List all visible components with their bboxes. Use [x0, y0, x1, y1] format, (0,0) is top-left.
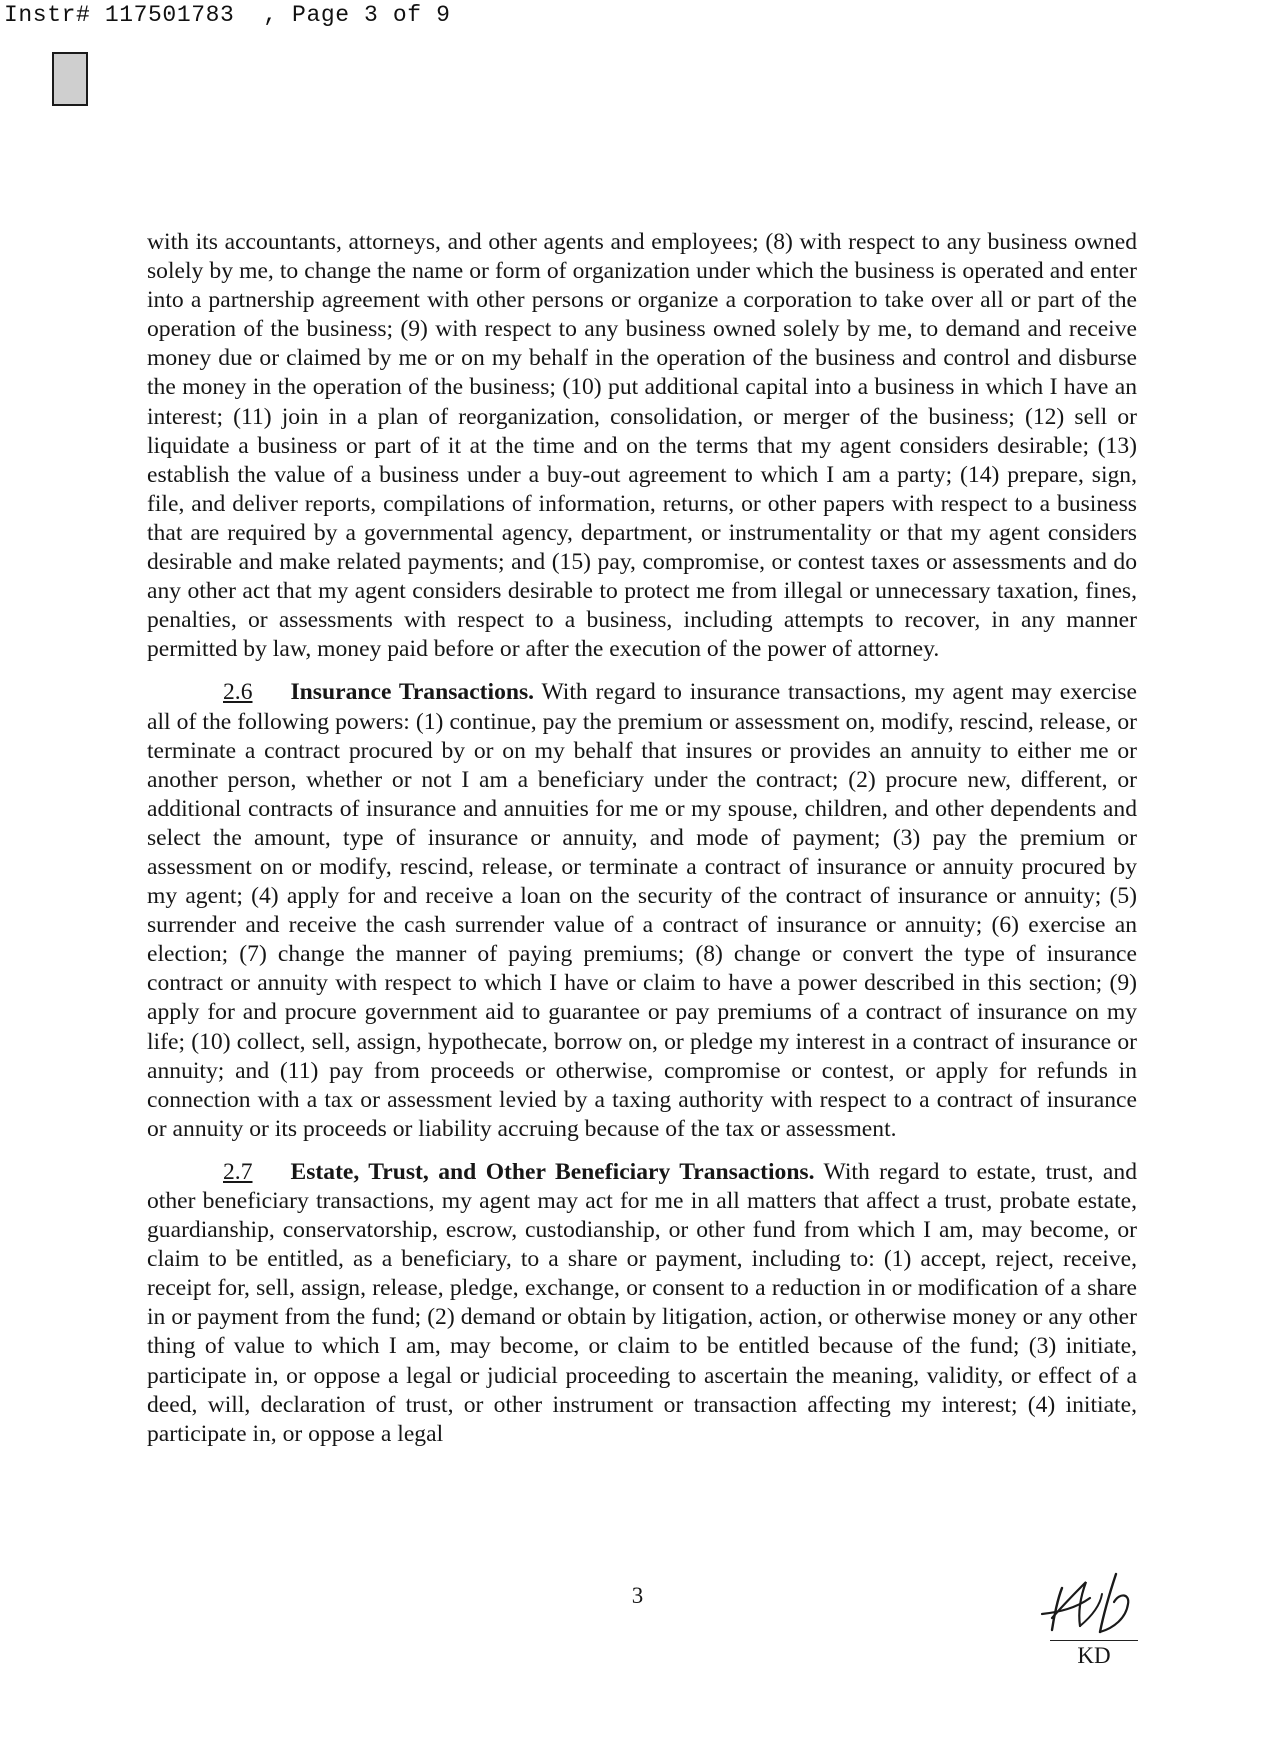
section-title: Estate, Trust, and Other Beneficiary Transactions. [290, 1158, 815, 1185]
document-body [147, 228, 1137, 1463]
section-2-6 [147, 678, 1137, 1144]
paragraph-continuation: with its accountants, attorneys, and other agents and employees; (8) with respect to any business owned solely by me, to change the name or form of organization under which the business is operated and enter into a partnership agreement with other persons or organize a corporation to take over all or part of the operation of the business; (9) with respect to any business owned solely by me, to demand and receive money due or claimed by me or on my behalf in the operation of the business and control and disburse the money in the operation of the business; (10) put additional capital into a business in which I have an interest; (11) join in a plan of reorganization, consolidation, or merger of the business; (12) sell or liquidate a business or part of it at the time and on the terms that my agent considers desirable; (13) establish the value of a business under a buy-out agreement to which I am a party; (14) prepare, sign, file, and deliver reports, compilations of information, returns, or other papers with respect to a business that are required by a governmental agency, department, or instrumentality or that my agent considers desirable and make related payments; and (15) pay, compromise, or contest taxes or assessments and do any other act that my agent considers desirable to protect me from illegal or unnecessary taxation, fines, penalties, or assessments with respect to a business, including attempts to recover, in any manner permitted by law, money paid before or after the execution of the power of attorney. [147, 229, 1137, 663]
page-number: 3 [631, 1583, 644, 1608]
section-2-7 [147, 1158, 1137, 1449]
handwritten-signature [1040, 1568, 1140, 1648]
instrument-header: Instr# 117501783 , Page 3 of 9 [4, 2, 451, 28]
section-text: With regard to insurance transactions, my agent may exercise all of the following powers: (1) continue, pay the premium or assessment on, modify, rescind, release, or terminate a contract procured by or on my behalf that insures or provides an annuity to either me or another person, whether or not I am a beneficiary under the contract; (2) procure new, different, or additional contracts of insurance and annuities for me or my spouse, children, and other dependents and select the amount, type of insurance or annuity, and mode of payment; (3) pay the premium or assessment on or modify, rescind, release, or terminate a contract of insurance or annuity procured by my agent; (4) apply for and receive a loan on the security of the contract of insurance or annuity; (5) surrender and receive the cash surrender value of a contract of insurance or annuity; (6) exercise an election; (7) change the manner of paying premiums; (8) change or convert the type of insurance contract or annuity with respect to which I have or claim to have a power described in this section; (9) apply for and procure government aid to guarantee or pay premiums of a contract of insurance on my life; (10) collect, sell, assign, hypothecate, borrow on, or pledge my interest in a contract of insurance or annuity; and (11) pay from proceeds or otherwise, compromise or contest, or apply for refunds in connection with a tax or assessment levied by a taxing authority with respect to a contract of insurance or annuity or its proceeds or liability accruing because of the tax or assessment. [147, 679, 1138, 1142]
recording-stamp-box [52, 52, 88, 106]
section-number: 2.7 [223, 1158, 253, 1185]
section-text: With regard to estate, trust, and other beneficiary transactions, my agent may act for me in all matters that affect a trust, probate estate, guardianship, conservatorship, escrow, custodianship, or other fund from which I am, may become, or claim to be entitled, as a beneficiary, to a share or payment, including to: (1) accept, reject, receive, receipt for, sell, assign, release, pledge, exchange, or consent to a reduction in or modification of a share in or payment from the fund; (2) demand or obtain by litigation, action, or otherwise money or any other thing of value to which I am, may become, or claim to be entitled because of the fund; (3) initiate, participate in, or oppose a legal or judicial proceeding to ascertain the meaning, validity, or effect of a deed, will, declaration of trust, or other instrument or transaction affecting my interest; (4) initiate, participate in, or oppose a legal [147, 1158, 1138, 1447]
initials-line [1050, 1640, 1138, 1641]
section-number: 2.6 [223, 679, 253, 706]
section-title: Insurance Transactions. [290, 679, 535, 706]
initials-label: KD [1077, 1643, 1111, 1668]
